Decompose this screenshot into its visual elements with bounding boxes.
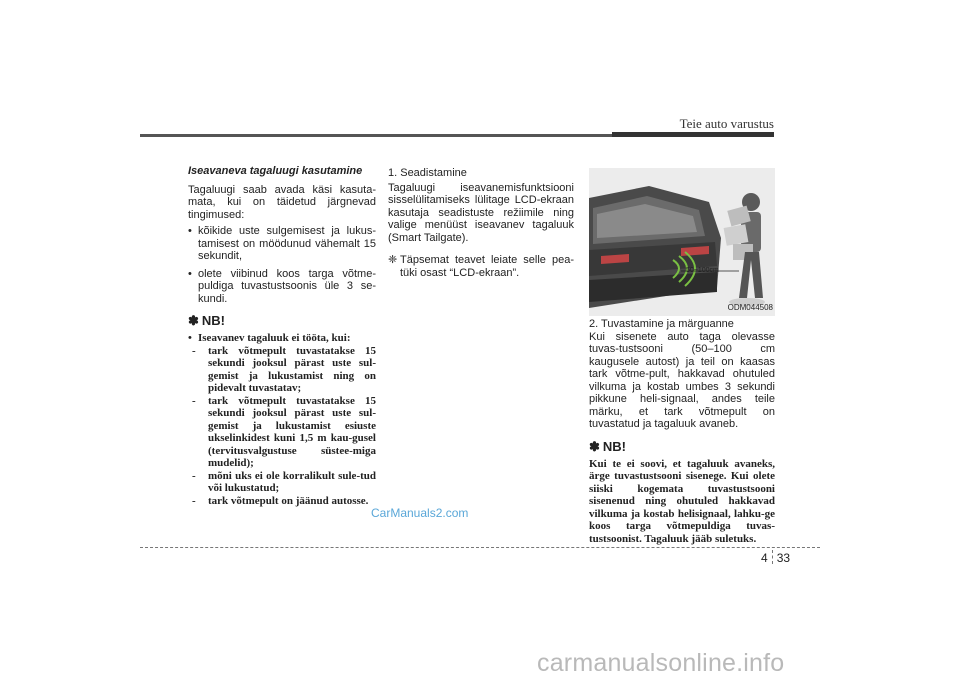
setup-paragraph: Tagaluugi iseavanemisfunktsiooni sisselülitamiseks lülitage LCD-ekraan kasutaja seadistuste režiimile ning valige menüüst iseavanev tagaluuk (Smart Tailgate). bbox=[388, 181, 574, 244]
page-index: 33 bbox=[776, 551, 791, 565]
intro-text: Tagaluugi saab avada käsi kasuta-mata, kui on täidetud järgnevad tingimused: bbox=[188, 183, 376, 221]
list-item: - tark võtmepult on jäänud autosse. bbox=[192, 494, 369, 507]
detection-heading: 2. Tuvastamine ja märguanne bbox=[589, 318, 734, 330]
figure-code: ODM044508 bbox=[727, 302, 773, 312]
distance-label: 50~100cm bbox=[686, 267, 719, 274]
tailgate-figure bbox=[589, 168, 775, 316]
car-rear-illustration bbox=[589, 168, 775, 316]
intro-paragraph bbox=[188, 184, 376, 222]
reference-note bbox=[388, 254, 574, 279]
column-1 bbox=[188, 165, 376, 507]
setup-heading: 1. Seadistamine bbox=[388, 167, 467, 179]
page-number bbox=[761, 550, 790, 565]
list-item: • kõikide uste sulgemisest ja lukus-tamisest on möödunud vähemalt 15 sekundit, bbox=[188, 225, 376, 263]
nb-heading bbox=[188, 313, 376, 328]
list-item: - tark võtmepult tuvastatakse 15 sekundi jooksul pärast uste sul-gemist ja lukustamist esiuste ukselinkidest kuni 1,5 m kau-gusel (tervitusvalgustuse süstee-miga mudelid); bbox=[192, 394, 376, 469]
nb-label: NB! bbox=[201, 313, 226, 328]
list-item: - mõni uks ei ole korralikult sule-tud või lukustatud; bbox=[192, 469, 376, 494]
asterisk-icon: ✽ bbox=[589, 438, 600, 454]
note-text: Täpsemat teavet leiate selle pea-tüki osast “LCD-ekraan”. bbox=[400, 254, 574, 279]
list-item: • olete viibinud koos targa võtme-puldiga tuvastustsoonis üle 3 se-kundi. bbox=[188, 268, 376, 306]
nb-bullet: • Iseavanev tagaluuk ei tööta, kui: bbox=[188, 332, 376, 345]
nb-heading bbox=[589, 439, 775, 454]
list-item: - tark võtmepult tuvastatakse 15 sekundi jooksul pärast uste sul-gemist ja lukustamist ning on pidevalt tuvastatav; bbox=[192, 344, 376, 394]
column-2 bbox=[388, 165, 574, 279]
conditions-list bbox=[188, 225, 376, 305]
detection-paragraph: Kui sisenete auto taga olevasse tuvas-tustsooni (50–100 cm kaugusele autost) ja teil on kaasas tark võtme-pult, hakkavad ohutuled vilkuma ja kostab umbes 3 sekundi pikkune heli-signaal, andes teile märku, et tark võtmepult on tuvastatud ja tagaluuk avaneb. bbox=[589, 330, 775, 430]
section-title: Iseavaneva tagaluugi kasutamine bbox=[188, 165, 363, 177]
header-title: Teie auto varustus bbox=[679, 116, 774, 131]
watermark-link[interactable]: CarManuals2.com bbox=[371, 506, 469, 520]
footer-rule bbox=[140, 547, 820, 548]
header-rule-accent bbox=[612, 132, 774, 137]
nb-note bbox=[188, 332, 376, 507]
nb-note: Kui te ei soovi, et tagaluuk avaneks, ärge tuvastustsooni sisenege. Kui olete siiski kogemata tuvastustsooni sisenenud ning ohutuled hakkavad vilkuma ja kostab helisignaal, lahku-ge koos targa võtmepuldiga tuvas-tustsoonist. Tagaluuk jääb suletuks. bbox=[589, 457, 775, 545]
nb-label: NB! bbox=[602, 438, 627, 454]
chapter-number: 4 bbox=[761, 551, 768, 565]
watermark-text: carmanualsonline.info bbox=[537, 649, 785, 677]
column-3 bbox=[589, 168, 775, 545]
asterisk-icon: ✽ bbox=[188, 313, 199, 328]
note-mark-icon: ❈ bbox=[388, 254, 398, 266]
